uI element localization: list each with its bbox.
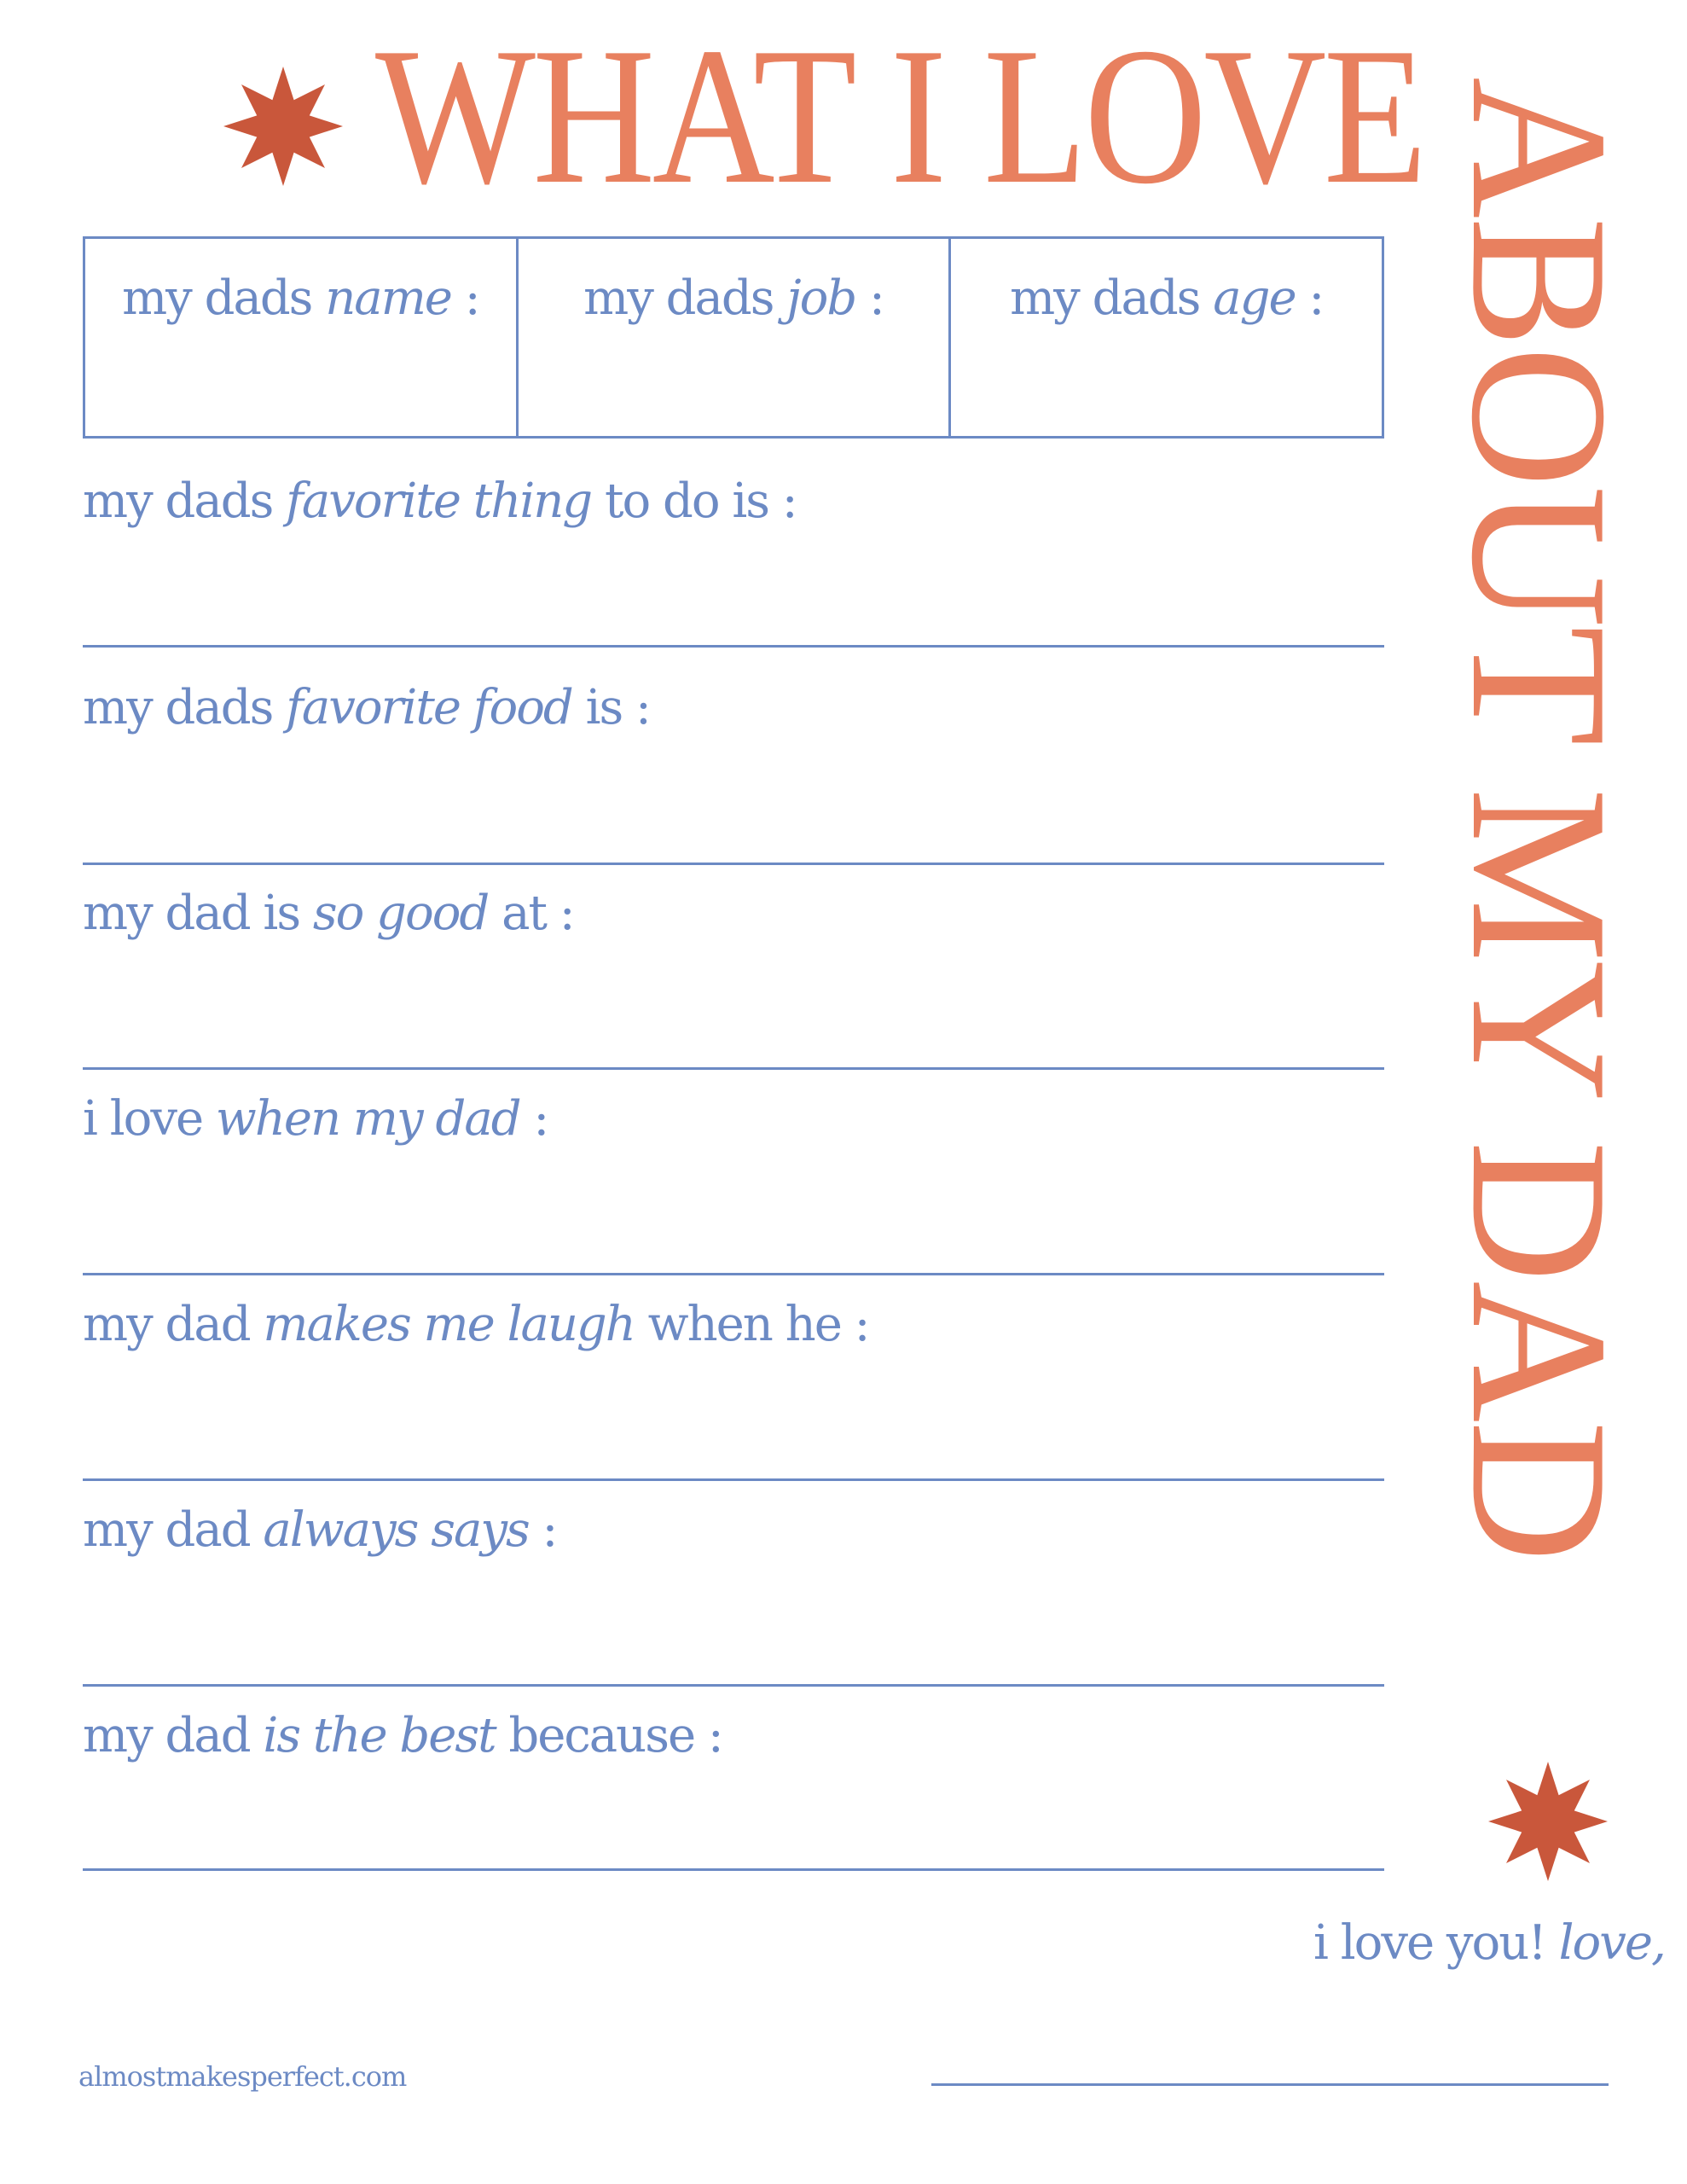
label-text: : (855, 270, 884, 326)
label-text: my dads (583, 270, 787, 326)
label-text: because : (495, 1708, 722, 1763)
age-cell[interactable] (951, 239, 1382, 436)
page-title: WHAT I LOVE (375, 7, 1424, 224)
prompt-makes-me-laugh (83, 1297, 869, 1352)
label-text: my dads (122, 270, 326, 326)
info-table (83, 236, 1384, 439)
label-emphasis: favorite thing (286, 473, 592, 529)
answer-line[interactable] (83, 1868, 1384, 1871)
signature-line[interactable] (931, 2083, 1609, 2086)
answer-line[interactable] (83, 1684, 1384, 1687)
prompt-is-the-best (83, 1708, 722, 1763)
answer-line[interactable] (83, 1067, 1384, 1070)
label-emphasis: makes me laugh (263, 1297, 635, 1352)
answer-line[interactable] (83, 1273, 1384, 1275)
prompt-always-says (83, 1502, 557, 1558)
label-text: my dad (83, 1502, 264, 1558)
vertical-title: ABOUT MY DAD (1431, 77, 1649, 1561)
label-text: my dad (83, 1297, 264, 1352)
prompt-when-my-dad (83, 1091, 548, 1147)
label-text: my dad is (83, 886, 313, 941)
label-emphasis: is the best (263, 1708, 496, 1763)
label-emphasis: age (1213, 270, 1296, 326)
prompt-so-good-at (83, 886, 574, 941)
label-emphasis: so good (312, 886, 489, 941)
label-text: when he : (634, 1297, 869, 1352)
label-text: my dads (83, 680, 287, 735)
label-text: : (450, 270, 479, 326)
label-text: : (1295, 270, 1324, 326)
prompt-favorite-thing (83, 473, 797, 529)
label-emphasis: job (786, 270, 856, 326)
job-cell[interactable] (519, 239, 952, 436)
label-text: i love (83, 1091, 216, 1147)
job-label (583, 270, 884, 436)
label-text: my dads (83, 473, 287, 529)
label-emphasis: love, (1558, 1915, 1665, 1971)
footer-url: almostmakesperfect.com (78, 2060, 407, 2093)
prompt-favorite-food (83, 680, 650, 735)
label-emphasis: favorite food (286, 680, 572, 735)
label-text: at : (488, 886, 574, 941)
closing-text (1313, 1915, 1665, 1971)
label-text: : (519, 1091, 548, 1147)
star-icon (1488, 1762, 1608, 1881)
label-text: i love you! (1313, 1915, 1559, 1971)
answer-line[interactable] (83, 863, 1384, 865)
answer-line[interactable] (83, 1478, 1384, 1481)
label-text: my dad (83, 1708, 264, 1763)
age-label (1010, 270, 1324, 436)
star-icon (223, 67, 343, 186)
label-emphasis: always says (263, 1502, 529, 1558)
name-label (122, 270, 479, 436)
answer-line[interactable] (83, 645, 1384, 648)
label-text: my dads (1010, 270, 1214, 326)
label-text: : (528, 1502, 557, 1558)
name-cell[interactable] (85, 239, 519, 436)
label-emphasis: name (325, 270, 451, 326)
label-text: to do is : (591, 473, 797, 529)
label-emphasis: when my dad (215, 1091, 520, 1147)
label-text: is : (571, 680, 650, 735)
